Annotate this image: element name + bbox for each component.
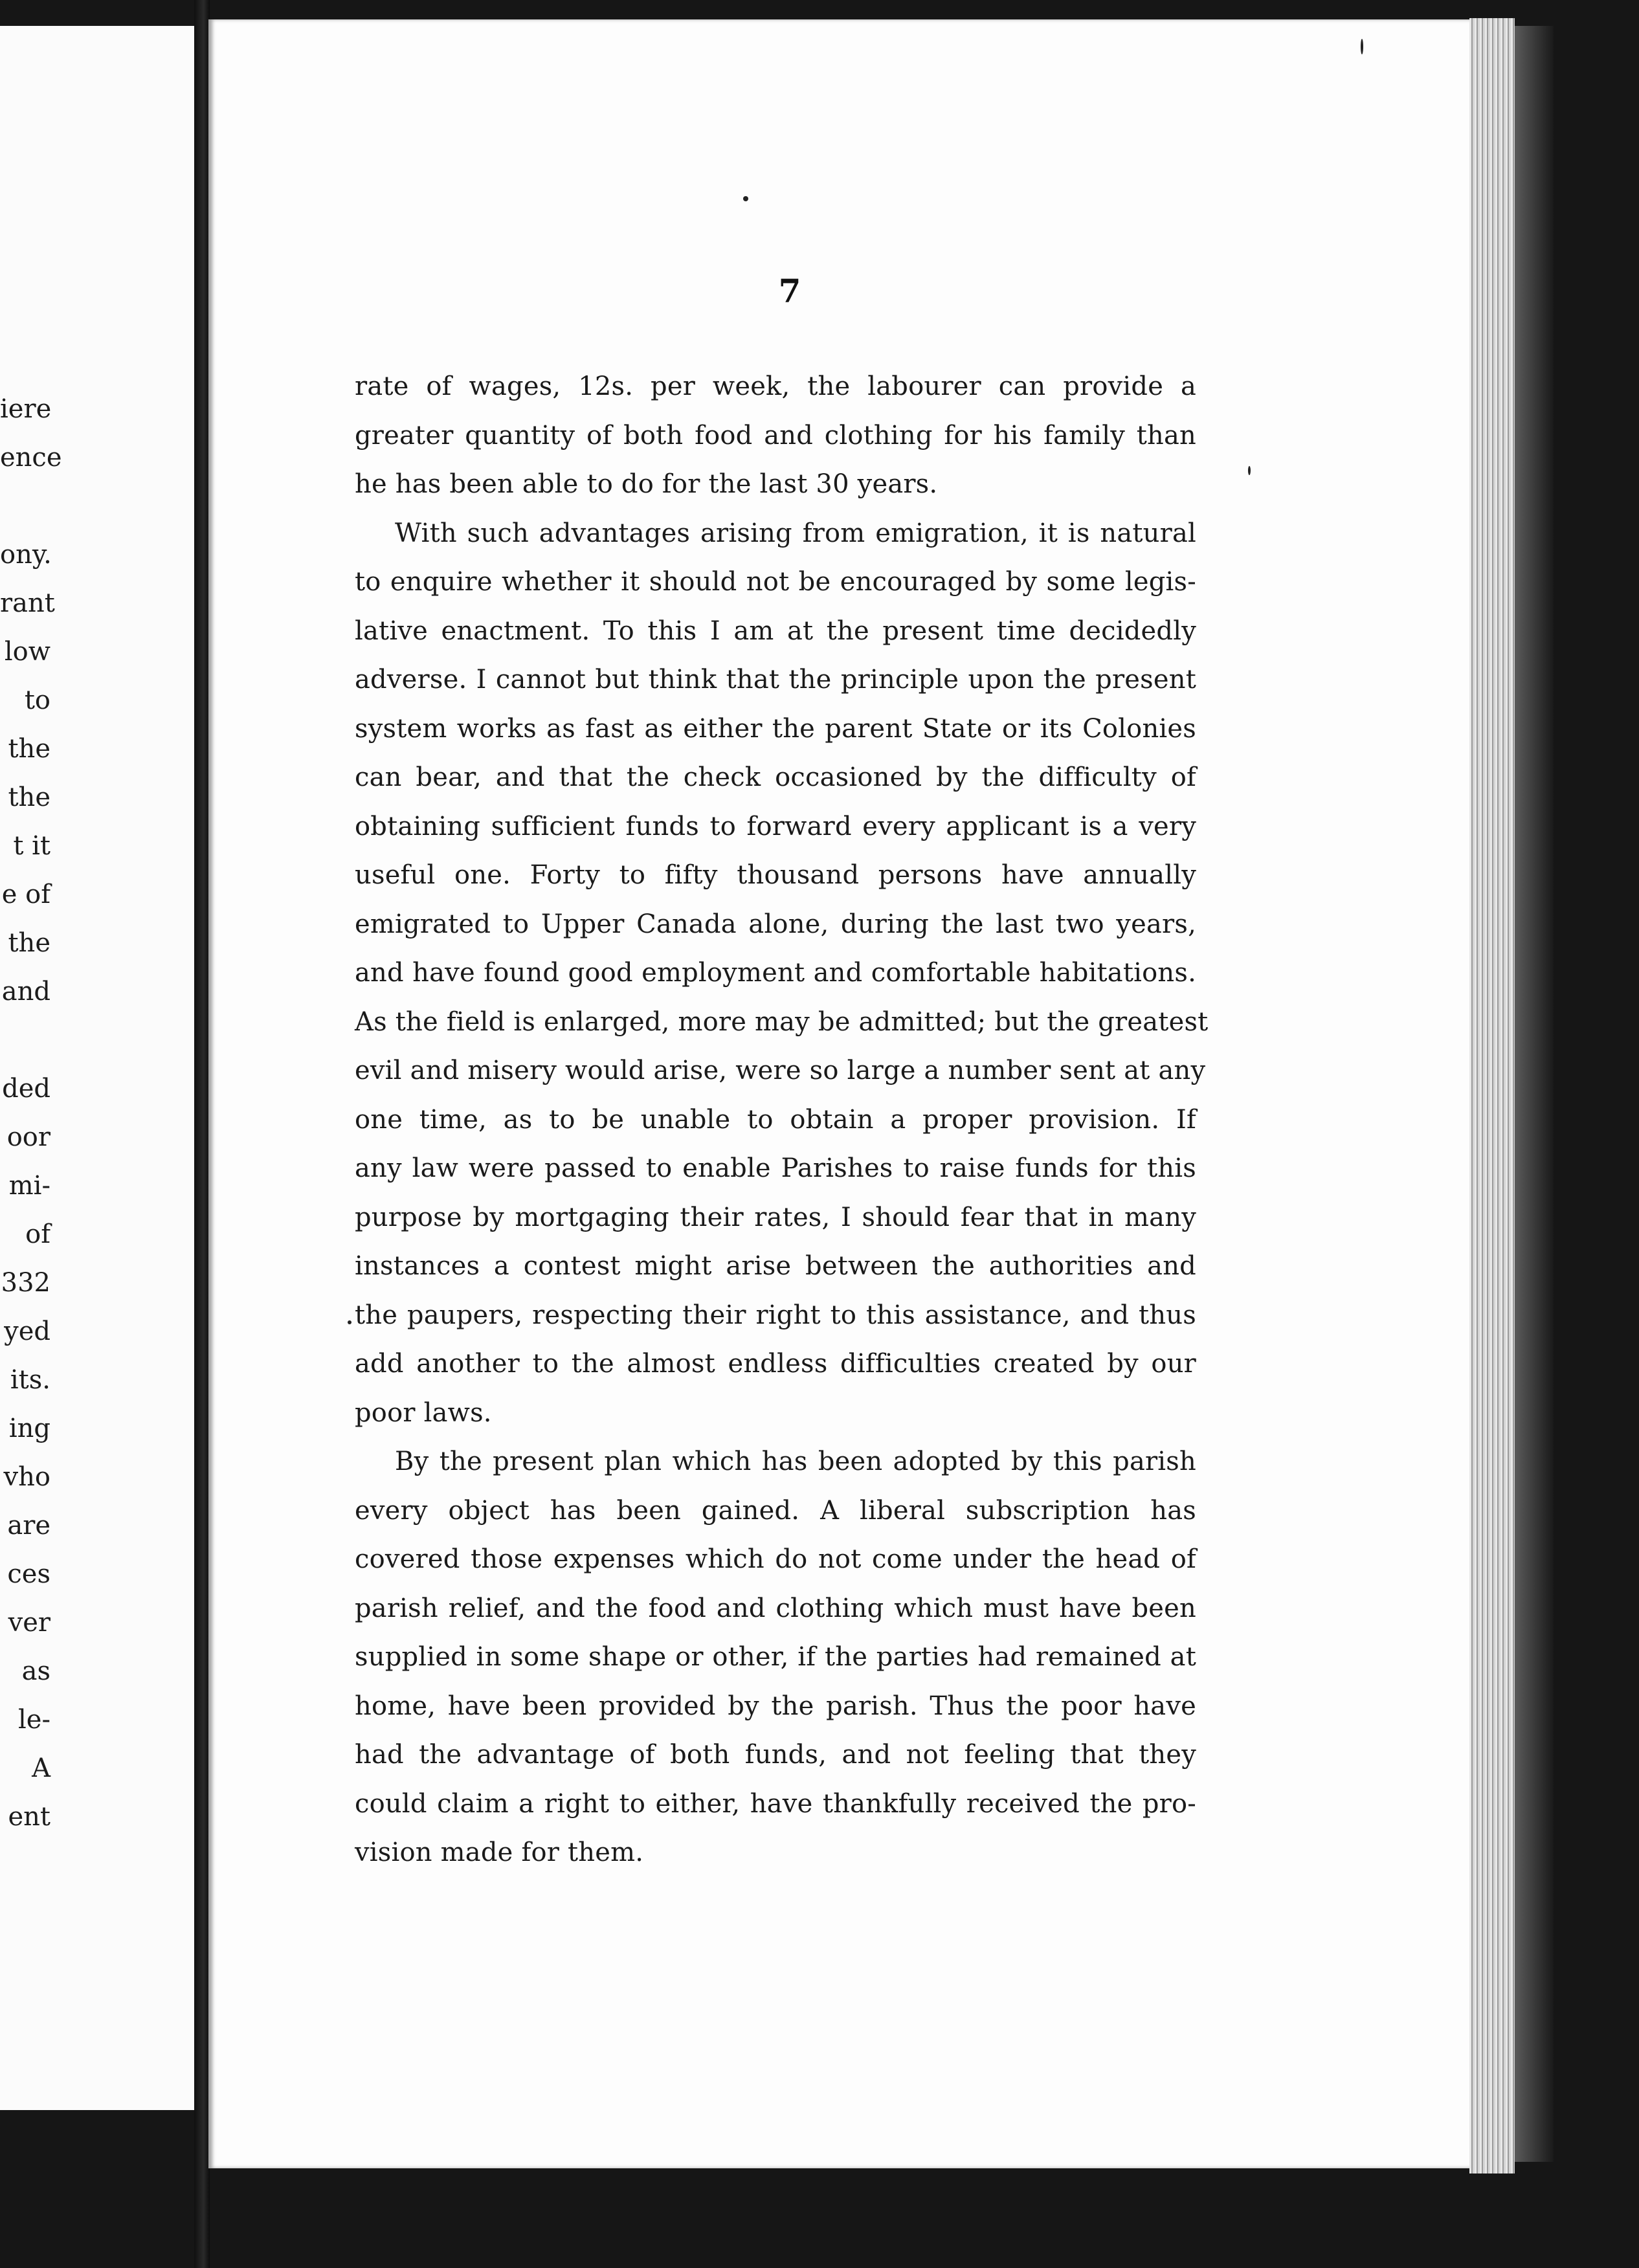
text-line: he has been able to do for the last 30 years. — [355, 469, 938, 499]
text-line: obtaining sufficient funds to forward every applicant is a very — [355, 811, 1196, 841]
text-line: parish relief, and the food and clothing which must have been — [355, 1593, 1196, 1623]
left-fragment-line: ded — [2, 1074, 50, 1104]
left-fragment-line: 332 — [1, 1268, 50, 1298]
left-fragment-line — [0, 1016, 50, 1065]
text-line: can bear, and that the check occasioned by the difficulty of — [355, 762, 1196, 792]
text-line: instances a contest might arise between the authorities and — [355, 1251, 1196, 1281]
left-fragment-line: of — [25, 1219, 50, 1249]
text-line: supplied in some shape or other, if the parties had remained at — [355, 1642, 1196, 1672]
text-line: With such advantages arising from emigration, it is natural — [395, 518, 1196, 548]
left-page-text-fragments — [0, 385, 62, 1841]
left-fragment-line: ony. — [0, 540, 52, 570]
left-fragment-line: its. — [10, 1365, 50, 1395]
left-fragment-line: the — [8, 783, 50, 812]
text-line: emigrated to Upper Canada alone, during the last two years, — [355, 909, 1196, 939]
body-text — [355, 362, 1209, 1878]
left-fragment-line: ver — [8, 1608, 50, 1638]
text-line: every object has been gained. A liberal subscription has — [355, 1495, 1196, 1526]
text-line: adverse. I cannot but think that the principle upon the present — [355, 665, 1196, 695]
left-fragment-line: to — [24, 685, 50, 715]
text-line: As the field is enlarged, more may be admitted; but the greatest — [355, 1006, 1209, 1037]
left-fragment-line: and — [1, 977, 50, 1006]
left-fragment-line: rant — [0, 588, 55, 618]
text-line: the paupers, respecting their right to this assistance, and thus — [355, 1300, 1196, 1330]
left-fragment-line: iere — [0, 394, 52, 424]
left-fragment-line: ing — [8, 1414, 50, 1443]
left-fragment-line: yed — [4, 1317, 50, 1346]
text-line: and have found good employment and comfortable habitations. — [355, 958, 1196, 988]
left-facing-page — [0, 26, 199, 2110]
left-fragment-line: mi- — [8, 1171, 50, 1201]
left-fragment-line: ent — [8, 1802, 50, 1832]
text-line: home, have been provided by the parish. Thus the poor have — [355, 1691, 1196, 1721]
left-fragment-line: the — [8, 734, 50, 764]
left-fragment-line: are — [7, 1511, 50, 1540]
left-fragment-line: as — [21, 1656, 50, 1686]
text-line: lative enactment. To this I am at the present time decidedly — [355, 616, 1196, 646]
left-fragment-line — [0, 482, 50, 531]
scan-speck — [743, 196, 748, 201]
text-line: to enquire whether it should not be encouraged by some legis- — [355, 567, 1196, 597]
left-fragment-line: t it — [13, 831, 50, 861]
scan-speck — [1361, 39, 1363, 54]
text-line: had the advantage of both funds, and not feeling that they — [355, 1740, 1196, 1770]
scan-speck — [1248, 466, 1251, 475]
left-fragment-line: vho — [3, 1462, 50, 1492]
text-line: purpose by mortgaging their rates, I should fear that in many — [355, 1202, 1196, 1232]
page-edge-stack — [1469, 18, 1515, 2174]
text-line: covered those expenses which do not come under the head of — [355, 1544, 1196, 1574]
left-fragment-line: the — [8, 928, 50, 958]
left-fragment-line: low — [4, 637, 50, 667]
left-fragment-line: oor — [6, 1122, 50, 1152]
left-fragment-line: le- — [18, 1705, 50, 1735]
text-line: By the present plan which has been adopted by this parish — [395, 1447, 1196, 1476]
text-line: rate of wages, 12s. per week, the labourer can provide a — [355, 372, 1196, 401]
left-fragment-line: ence — [0, 443, 62, 472]
text-line: one time, as to be unable to obtain a proper provision. If — [355, 1104, 1196, 1135]
text-line: add another to the almost endless difficulties created by our — [355, 1349, 1196, 1379]
page-number: 7 — [778, 272, 801, 310]
text-line: any law were passed to enable Parishes to raise funds for this — [355, 1153, 1196, 1183]
text-line: useful one. Forty to fifty thousand persons have annually — [355, 860, 1196, 890]
text-line: evil and misery would arise, were so large a number sent at any — [355, 1056, 1206, 1085]
text-line: vision made for them. — [355, 1838, 644, 1867]
left-fragment-line: e of — [1, 880, 50, 909]
page-edge-shadow — [1515, 26, 1554, 2162]
text-line: could claim a right to either, have thankfully received the pro- — [355, 1788, 1196, 1819]
left-fragment-line: ces — [7, 1559, 50, 1589]
text-line: system works as fast as either the parent State or its Colonies — [355, 713, 1196, 744]
scan-speck — [348, 1320, 351, 1324]
text-line: poor laws. — [355, 1397, 492, 1428]
book-gutter — [194, 0, 210, 2268]
text-line: greater quantity of both food and clothing for his family than — [355, 420, 1196, 450]
left-fragment-line: A — [32, 1753, 50, 1783]
